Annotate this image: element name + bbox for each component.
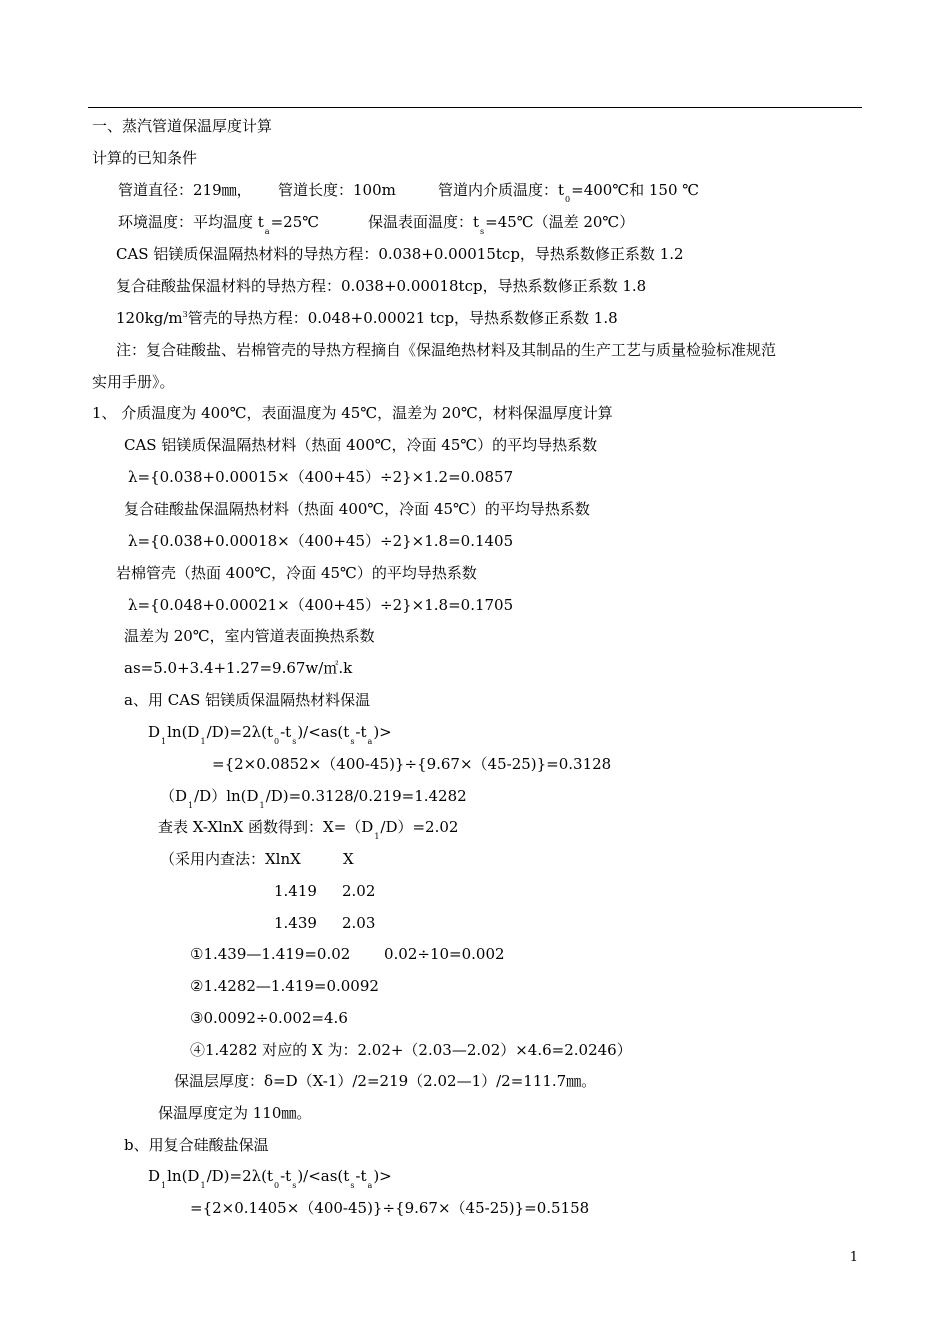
rockwool-conductivity-equation: $120kg/m^3$管壳的导热方程：0.048+0.00021 tcp，导热系数修正系数 1.8: [116, 309, 618, 327]
rockwool-avg-conductivity-equation: λ={0.048+0.00021×（400+45）÷2}×1.8=0.1705: [128, 596, 514, 614]
header-rule: [88, 107, 862, 108]
pipe-length: 管道长度：100m: [278, 181, 396, 199]
formula-a-line-2: ={2×0.0852×（400-45)}÷{9.67×（45-25)}=0.3128: [212, 755, 612, 773]
interpolation-step-2: ②1.4282—1.419=0.0092: [190, 977, 379, 995]
interpolation-header-x: X: [343, 850, 354, 868]
interpolation-row-2-x: 2.03: [342, 914, 376, 932]
heat-transfer-label: 温差为 20℃，室内管道表面换热系数: [124, 627, 375, 645]
cas-conductivity-equation: CAS 铝镁质保温隔热材料的导热方程：0.038+0.00015tcp，导热系数修正系数 1.2: [116, 245, 684, 263]
composite-conductivity-equation: 复合硅酸盐保温材料的导热方程：0.038+0.00018tcp，导热系数修正系数 1.8: [116, 277, 647, 295]
interpolation-row-1-xlnx: 1.419: [274, 882, 317, 900]
cas-avg-conductivity-equation: λ={0.038+0.00015×（400+45）÷2}×1.2=0.0857: [128, 468, 514, 486]
interpolation-row-2-xlnx: 1.439: [274, 914, 317, 932]
surface-temperature: 保温表面温度：$t_s=45℃$（温差 20℃）: [368, 213, 635, 236]
medium-temperature: 管道内介质温度：$t_0=400℃$和 150 ℃: [438, 181, 700, 204]
interpolation-step-1b: 0.02÷10=0.002: [384, 945, 505, 963]
interpolation-step-3: ③0.0092÷0.002=4.6: [190, 1009, 348, 1027]
interpolation-header: （采用内查法：XlnX: [160, 850, 301, 868]
page-number: 1: [849, 1250, 858, 1265]
subsection-b-title: b、用复合硅酸盐保温: [124, 1136, 269, 1154]
insulation-thickness-final: 保温厚度定为 110㎜。: [158, 1104, 312, 1122]
subsection-a-title: a、用 CAS 铝镁质保温隔热材料保温: [124, 691, 371, 709]
composite-avg-conductivity-label: 复合硅酸盐保温隔热材料（热面 400℃，冷面 45℃）的平均导热系数: [124, 500, 590, 518]
formula-b-line-2: ={2×0.1405×（400-45)}÷{9.67×（45-25)}=0.5158: [190, 1199, 590, 1217]
interpolation-step-4: ④1.4282 对应的 X 为：2.02+（2.03—2.02）×4.6=2.0246）: [190, 1041, 632, 1059]
section-1-title: 1、 介质温度为 400℃，表面温度为 45℃，温差为 20℃，材料保温厚度计算: [92, 404, 613, 422]
ambient-temperature: 环境温度：平均温度 $t_a=25℃$: [118, 213, 320, 236]
note-line-1: 注：复合硅酸盐、岩棉管壳的导热方程摘自《保温绝热材料及其制品的生产工艺与质量检验标准规范: [116, 341, 777, 359]
note-line-2: 实用手册》。: [92, 373, 175, 391]
lookup-result: 查表 X-XlnX 函数得到：$X=(D_1/D)=2.02$: [158, 818, 459, 841]
cas-avg-conductivity-label: CAS 铝镁质保温隔热材料（热面 400℃，冷面 45℃）的平均导热系数: [124, 436, 598, 454]
section-heading: 一、蒸汽管道保温厚度计算: [92, 117, 273, 135]
pipe-diameter: 管道直径：219㎜，: [118, 181, 252, 199]
insulation-thickness-calc: 保温层厚度：δ=D（X-1）/2=219（2.02—1）/2=111.7㎜。: [174, 1072, 597, 1090]
rockwool-avg-conductivity-label: 岩棉管壳（热面 400℃，冷面 45℃）的平均导热系数: [116, 564, 477, 582]
formula-a-line-3: $(D_1/D)\ln(D_1/D)=0.3128/0.219=1.4282$: [160, 787, 467, 810]
known-conditions-title: 计算的已知条件: [92, 149, 198, 167]
composite-avg-conductivity-equation: λ={0.038+0.00018×（400+45）÷2}×1.8=0.1405: [128, 532, 514, 550]
formula-b-line-1: $D_1\ln(D_1/D)=2\lambda(t_0-t_s)/<as(t_s-t_a)>$: [148, 1167, 392, 1190]
interpolation-step-1: ①1.439—1.419=0.02: [190, 945, 351, 963]
formula-a-line-1: $D_1\ln(D_1/D)=2\lambda(t_0-t_s)/<as(t_s-t_a)>$: [148, 723, 392, 746]
interpolation-row-1-x: 2.02: [342, 882, 376, 900]
heat-transfer-equation: as=5.0+3.4+1.27=9.67w/㎡.k: [124, 659, 353, 677]
